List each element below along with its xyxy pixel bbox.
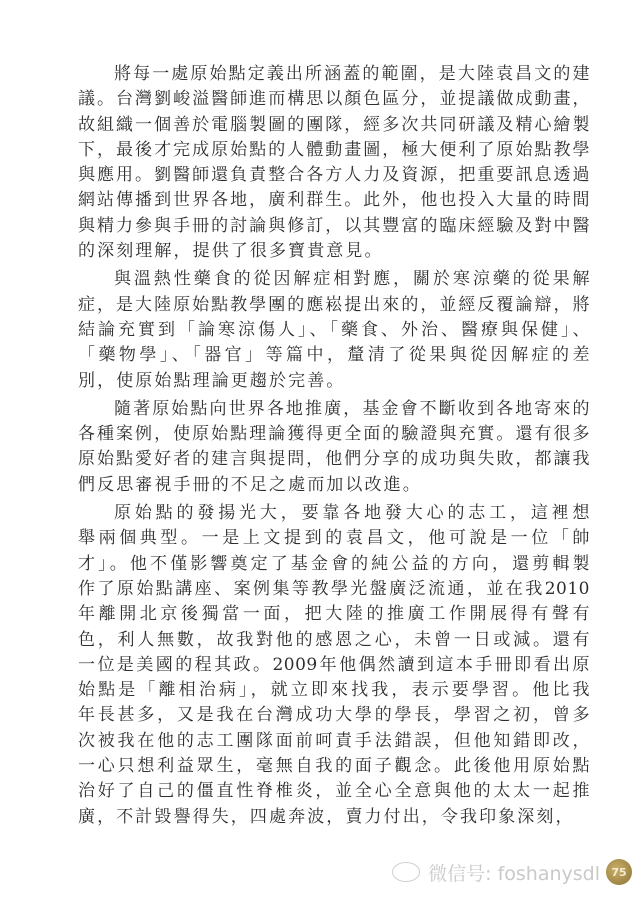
paragraph: [78, 62, 590, 264]
text-line: 網站傳播到世界各地，廣利群生。此外，他也投入大量的時間: [78, 190, 590, 211]
text-line: 原始點的發揚光大，要靠各地發大心的志工，這裡想: [114, 503, 590, 524]
text-line: 議。台灣劉峻溢醫師進而構思以顏色區分，並提議做成動畫，: [78, 89, 590, 110]
text-line: 與應用。劉醫師還負責整合各方人力及資源，把重要訊息透過: [78, 165, 590, 186]
text-line: 結論充實到「論寒涼傷人」、「藥食、外治、醫療與保健」、: [78, 319, 590, 340]
text-line: 將每一處原始點定義出所涵蓋的範圍，是大陸袁昌文的建: [114, 64, 590, 84]
text-line: 與精力參與手冊的討論與修訂，以其豐富的臨床經驗及對中醫: [78, 215, 590, 236]
page-number-badge: 75: [606, 859, 632, 885]
text-line: 年離開北京後獨當一面，把大陸的推廣工作開展得有聲有: [78, 604, 590, 625]
text-line: 始點是「離相治病」，就立即來找我，表示要學習。他比我: [78, 680, 590, 701]
text-line: 年長甚多，又是我在台灣成功大學的學長，學習之初，曾多: [78, 705, 590, 726]
paragraph: [78, 267, 590, 393]
text-line: 治好了自己的僵直性脊椎炎，並全心全意與他的太太一起推: [78, 781, 590, 802]
text-line: 故組織一個善於電腦製圖的團隊，經多次共同研議及精心繪製: [78, 114, 590, 135]
paragraph: [78, 397, 590, 498]
watermark: [392, 858, 632, 886]
wechat-icon: [392, 862, 420, 882]
text-line: 一位是美國的程其政。2009年他偶然讀到這本手冊即看出原: [78, 654, 590, 675]
text-line: 才」。他不僅影響奠定了基金會的純公益的方向，還剪輯製: [78, 553, 590, 574]
text-line: 舉兩個典型。一是上文提到的袁昌文，他可說是一位「帥: [78, 528, 590, 549]
text-line: 症，是大陸原始點教學團的應崧提出來的，並經反覆論辯，將: [78, 294, 590, 315]
text-line: 廣，不計毀譽得失，四處奔波，賣力付出，令我印象深刻，: [78, 806, 575, 827]
text-line: 別，使原始點理論更趨於完善。: [78, 370, 346, 391]
text-line: 們反思審視手冊的不足之處而加以改進。: [78, 474, 422, 495]
text-line: 隨著原始點向世界各地推廣，基金會不斷收到各地寄來的: [114, 398, 590, 419]
text-line: 原始點愛好者的建言與提問，他們分享的成功與失敗，都讓我: [78, 449, 590, 470]
paragraph: [78, 501, 590, 830]
text-line: 一心只想利益眾生，毫無自我的面子觀念。此後他用原始點: [78, 756, 590, 777]
text-line: 各種案例，使原始點理論獲得更全面的驗證與充實。還有很多: [78, 424, 590, 445]
watermark-text: 微信号: foshanysdl: [428, 862, 600, 885]
text-line: 下，最後才完成原始點的人體動畫圖，極大便利了原始點教學: [78, 139, 590, 160]
text-line: 的深刻理解，提供了很多寶貴意見。: [78, 241, 384, 262]
document-body: [78, 62, 590, 833]
text-line: 色，利人無數，故我對他的感恩之心，未曾一日或減。還有: [78, 629, 590, 650]
text-line: 與溫熱性藥食的從因解症相對應，關於寒涼藥的從果解: [114, 269, 590, 290]
text-line: 次被我在他的志工團隊面前呵責手法錯誤，但他知錯即改，: [78, 730, 590, 751]
text-line: 「藥物學」、「器官」等篇中，釐清了從果與從因解症的差: [78, 345, 590, 366]
text-line: 作了原始點講座、案例集等教學光盤廣泛流通，並在我2010: [78, 578, 590, 599]
